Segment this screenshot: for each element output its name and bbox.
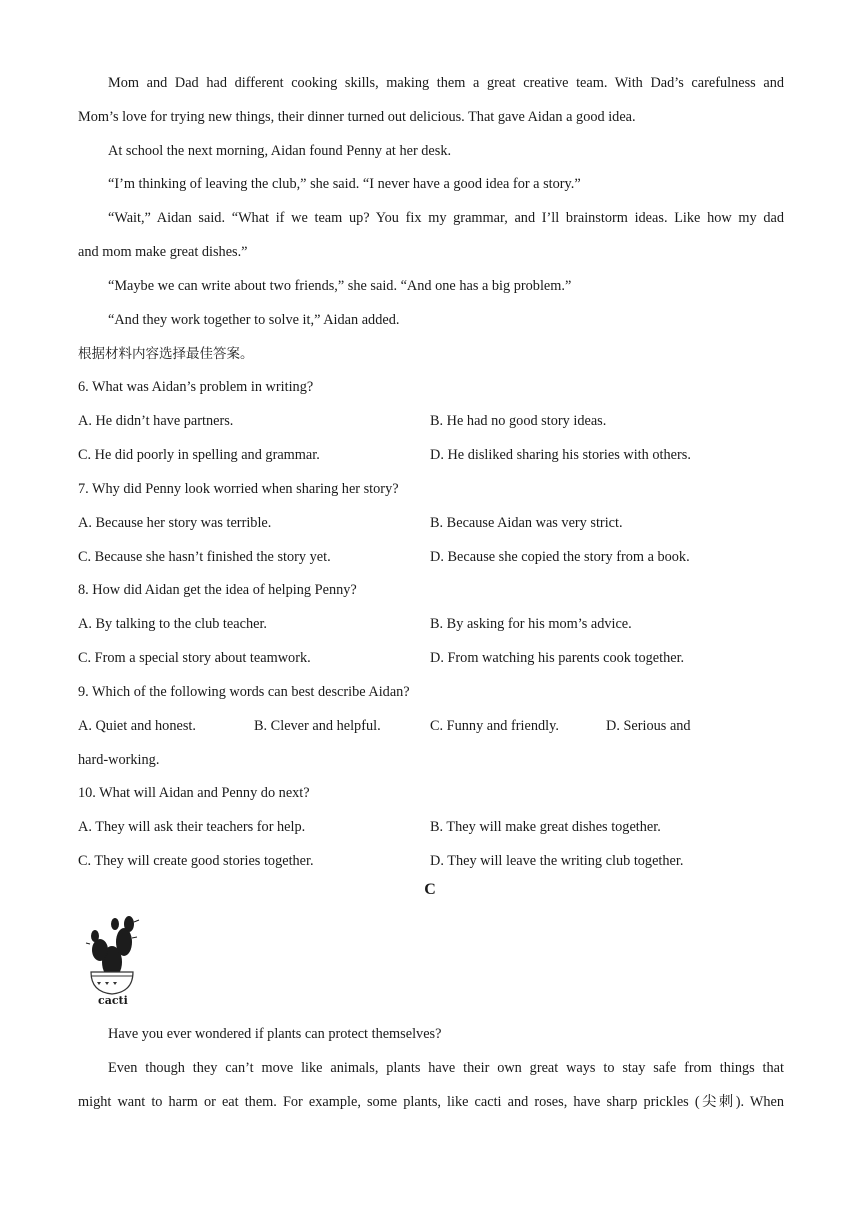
option-a: A. By talking to the club teacher. [78, 616, 267, 632]
option-b: B. Clever and helpful. [254, 718, 381, 734]
question-stem: 10. What will Aidan and Penny do next? [78, 785, 310, 801]
option-c: C. From a special story about teamwork. [78, 650, 311, 666]
option-d: D. Serious and [606, 718, 691, 734]
option-c: C. Funny and friendly. [430, 718, 559, 734]
option-d: D. Because she copied the story from a book. [430, 549, 690, 565]
option-d: D. He disliked sharing his stories with others. [430, 447, 691, 463]
option-b: B. They will make great dishes together. [430, 819, 661, 835]
option-b: B. He had no good story ideas. [430, 413, 607, 429]
option-d-continued: hard-working. [78, 752, 160, 768]
paragraph-line: At school the next morning, Aidan found Penny at her desk. [108, 143, 452, 159]
option-c: C. He did poorly in spelling and grammar. [78, 447, 320, 463]
section-heading: C [424, 881, 436, 898]
paragraph-line: Have you ever wondered if plants can protect themselves? [108, 1026, 442, 1042]
paragraph-line: “I’m thinking of leaving the club,” she said. “I never have a good idea for a story.” [108, 176, 581, 192]
option-c: C. Because she hasn’t finished the story yet. [78, 549, 331, 565]
option-b: B. By asking for his mom’s advice. [430, 616, 632, 632]
question-stem: 8. How did Aidan get the idea of helping Penny? [78, 582, 357, 598]
option-d: D. They will leave the writing club together. [430, 853, 684, 869]
paragraph-line: might want to harm or eat them. For example, some plants, like cacti and roses, have sharp prickles (尖刺). When [78, 1094, 784, 1110]
paragraph-line: “Wait,” Aidan said. “What if we team up? You fix my grammar, and I’ll brainstorm ideas. Like how my dad [108, 210, 784, 226]
instruction-text: 根据材料内容选择最佳答案。 [78, 346, 254, 362]
option-b: B. Because Aidan was very strict. [430, 515, 623, 531]
option-c: C. They will create good stories together. [78, 853, 314, 869]
paragraph-line: “And they work together to solve it,” Aidan added. [108, 312, 400, 328]
paragraph-line: “Maybe we can write about two friends,” she said. “And one has a big problem.” [108, 278, 572, 294]
question-stem: 6. What was Aidan’s problem in writing? [78, 379, 314, 395]
option-d: D. From watching his parents cook together. [430, 650, 685, 666]
paragraph-line: Mom’s love for trying new things, their dinner turned out delicious. That gave Aidan a good idea. [78, 109, 636, 125]
paragraph-line: Even though they can’t move like animals, plants have their own great ways to stay safe from things that [108, 1060, 784, 1076]
option-a: A. They will ask their teachers for help. [78, 819, 306, 835]
cactus-pot-icon [84, 910, 144, 1010]
option-a: A. Because her story was terrible. [78, 515, 272, 531]
question-stem: 7. Why did Penny look worried when sharing her story? [78, 481, 399, 497]
question-stem: 9. Which of the following words can best describe Aidan? [78, 684, 410, 700]
paragraph-line: and mom make great dishes.” [78, 244, 248, 260]
option-a: A. Quiet and honest. [78, 718, 196, 734]
option-a: A. He didn’t have partners. [78, 413, 234, 429]
paragraph-line: Mom and Dad had different cooking skills, making them a great creative team. With Dad’s carefulness and [108, 75, 784, 91]
figure-caption: cacti [98, 994, 128, 1007]
